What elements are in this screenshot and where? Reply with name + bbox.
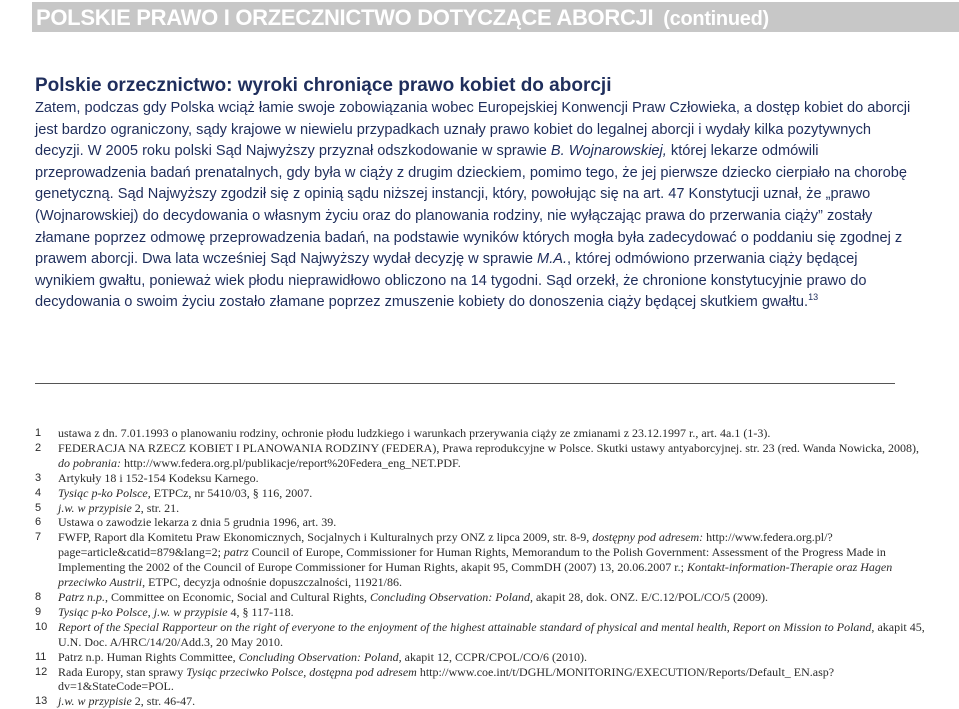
footnote-text: ustawa z dn. 7.01.1993 o planowaniu rodziny, ochronie płodu ludzkiego i warunkach przerywania ciąży ze zmianami z 23.12.1997 r., art. 4a.1 (1-3).	[58, 426, 771, 440]
footnote-text: Council of Europe, Commissioner for Human Rights, Memorandum to the Polish Government: Assessment of the Progress Made in Implementing the 2002 of the Council of Europe Commissioner for Human Rights, akapit 95, CommDH (2007) 13, 20.06.2007 r.;	[58, 545, 886, 575]
footnote-6	[35, 515, 925, 530]
footnote-text: 2, str. 21.	[131, 500, 180, 515]
footnote-italic-text: Tysiąc przeciwko Polsce, dostępna pod adresem	[186, 664, 417, 679]
footnote-italic-text: Tysiąc p-ko Polsce,	[58, 485, 151, 500]
footnote-italic-text: do pobrania:	[58, 455, 121, 470]
footnote-text: 4, § 117-118.	[227, 604, 294, 619]
footnote-number: 3	[35, 471, 42, 484]
footnote-text: akapit 28, dok. ONZ. E/C.12/POL/CO/5 (2009).	[532, 589, 768, 604]
footnote-9	[35, 605, 925, 620]
footnote-number: 11	[35, 650, 47, 663]
section-header-title	[36, 5, 769, 31]
footnote-4	[35, 486, 925, 501]
footnote-italic-text: j.w. w przypisie	[153, 604, 228, 619]
footnote-text: FEDERACJA NA RZECZ KOBIET I PLANOWANIA RODZINY (FEDERA), Prawa reprodukcyjne w Polsce. Skutki ustawy antyaborcyjnej. str. 23 (red. Wanda Nowicka, 2008),	[58, 440, 920, 455]
footnote-text: FWFP, Raport dla Komitetu Praw Ekonomicznych, Socjalnych i Kulturalnych przy ONZ z lipca 2009, str. 8-9,	[58, 530, 593, 545]
footnote-3	[35, 471, 925, 486]
footnote-italic-text: j.w. w przypisie	[58, 500, 132, 515]
footnote-1	[35, 426, 925, 441]
footnote-italic-text: dostępny pod adresem:	[592, 530, 704, 545]
section-header-bar	[32, 2, 959, 32]
footnote-number: 5	[35, 501, 42, 514]
footnote-italic-text: Report of the Special Rapporteur on the right of everyone to the enjoyment of the highest attainable standard of physical and mental health, Report on Mission to Poland,	[58, 619, 875, 634]
footnote-text: akapit 12, CCPR/CPOL/CO/6 (2010).	[401, 649, 587, 664]
footnote-text: 2, str. 46-47.	[131, 694, 196, 709]
footnote-10	[35, 620, 925, 650]
footnote-url[interactable]: http://www.federa.org.pl/?page=article&catid=879&lang=2;	[58, 530, 833, 560]
footnote-italic-text: Tysiąc p-ko Polsce	[58, 604, 148, 619]
footnote-number: 7	[35, 531, 42, 544]
footnote-text: , ETPC, decyzja odnośnie dopuszczalności, 11921/86.	[142, 575, 402, 590]
footnotes-list	[35, 426, 925, 709]
footnote-2	[35, 441, 925, 471]
footnote-number: 12	[35, 665, 48, 678]
paragraph-part-1: Zatem, podczas gdy Polska wciąż łamie swoje zobowiązania wobec Europejskiej Konwencji Praw Człowieka, a dostęp kobiet do aborcji jest bardzo ograniczony, sądy krajowe w niewielu przypadkach uznały prawo kobiet do legalnej aborcji i wydały kilka pozytywnych decyzji. W 2005 roku polski Sąd Najwyższy przyznał odszkodowanie w sprawie	[35, 100, 911, 160]
case-name-wojnarowska: B. Wojnarowskiej,	[550, 143, 667, 160]
footnote-italic-text: Concluding Observation: Poland,	[369, 589, 533, 604]
paragraph-part-3: , której odmówiono przerwania ciąży będącej wynikiem gwałtu, ponieważ wiek płodu nieprawidłowo obliczono na 14 tygodni. Sąd orzekł, że chronione konstytucyjnie prawo do decydowania o swoim życiu zostało złamane poprzez zmuszenie kobiety do donoszenia ciąży będącej skutkiem gwałtu.	[35, 251, 867, 311]
footnote-number: 1	[35, 427, 42, 439]
footnote-reference: 13	[808, 292, 819, 303]
footnote-divider	[35, 383, 895, 384]
footnote-text: , Committee on Economic, Social and Cultural Rights,	[105, 589, 370, 604]
footnote-11	[35, 650, 925, 665]
footnote-url[interactable]: http://www.coe.int/t/DGHL/MONITORING/EXECUTION/Reports/Default_ EN.asp?dv=1&StateCode=POL.	[58, 664, 835, 694]
footnote-italic-text: patrz	[223, 545, 249, 560]
footnote-text: Ustawa o zawodzie lekarza z dnia 5 grudnia 1996, art. 39.	[58, 515, 337, 530]
footnote-url[interactable]: http://www.federa.org.pl/publikacje/report%20Federa_eng_NET.PDF.	[121, 455, 461, 470]
footnote-text: Patrz n.p. Human Rights Committee,	[58, 649, 239, 664]
header-continued-text: (continued)	[663, 8, 769, 30]
body-paragraph	[35, 98, 915, 314]
footnote-text: ETPCz, nr 5410/03, § 116, 2007.	[150, 485, 313, 500]
footnote-number: 10	[35, 620, 48, 633]
footnote-italic-text: Kontakt-information-Therapie oraz Hagen przeciwko Austrii	[58, 560, 893, 590]
footnote-text: akapit 45, U.N. Doc. A/HRC/14/20/Add.3, 20 May 2010.	[58, 619, 925, 649]
footnote-italic-text: Patrz n.p.	[58, 589, 106, 604]
footnote-italic-text: j.w. w przypisie	[58, 694, 132, 709]
footnote-number: 4	[35, 486, 42, 499]
footnote-8	[35, 590, 925, 605]
footnote-13	[35, 694, 925, 709]
footnote-number: 13	[35, 695, 48, 708]
footnote-text: Rada Europy, stan sprawy	[58, 664, 187, 679]
footnote-number: 6	[35, 516, 42, 529]
footnote-number: 8	[35, 590, 42, 603]
paragraph-part-2: której lekarze odmówili przeprowadzenia badań prenatalnych, gdy była w ciąży z drugim dzieckiem, pomimo tego, że jej pierwsze dziecko cierpiało na chorobę genetyczną. Sąd Najwyższy zgodził się z opinią sądu niższej instancji, który, powołując się na art. 47 Konstytucji uznał, że „prawo (Wojnarowskiej) do decydowania o własnym życiu oraz do planowania rodziny, nie wyłączając prawa do przerwania ciąży” zostały złamane poprzez odmowę przeprowadzenia badań, na podstawie wyników których mogła była zadecydować o poddaniu się zgodnej z prawem aborcji. Dwa lata wcześniej Sąd Najwyższy wydał decyzję w sprawie	[35, 143, 908, 268]
header-title-text: POLSKIE PRAWO I ORZECZNICTWO DOTYCZĄCE ABORCJI	[36, 5, 654, 30]
footnote-text: Artykuły 18 i 152-154 Kodeksu Karnego.	[58, 470, 259, 485]
footnote-number: 2	[35, 441, 42, 454]
case-name-ma: M.A.	[537, 251, 568, 268]
section-title: Polskie orzecznictwo: wyroki chroniące prawo kobiet do aborcji	[35, 75, 612, 96]
footnote-number: 9	[35, 605, 42, 618]
footnote-text: ,	[147, 604, 154, 619]
footnote-7	[35, 530, 925, 590]
footnote-12	[35, 665, 925, 695]
footnote-italic-text: Concluding Observation: Poland,	[238, 649, 402, 664]
footnote-5	[35, 501, 925, 516]
